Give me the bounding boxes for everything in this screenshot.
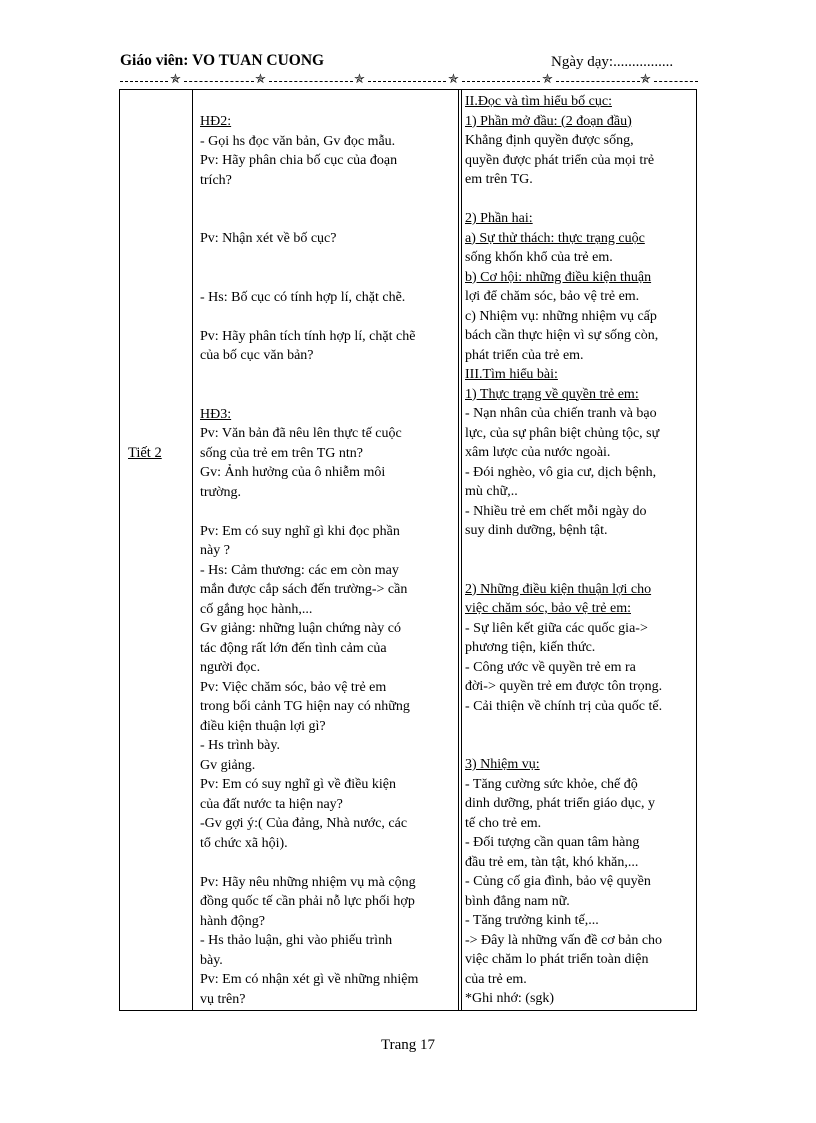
activity-line: - Hs: Bố cục có tính hợp lí, chặt chẽ. [200, 289, 406, 305]
activity-line [200, 385, 452, 405]
content-line: mù chữ,.. [465, 484, 518, 499]
activity-line [200, 268, 452, 288]
activity-line: Pv: Văn bản đã nêu lên thực tế cuộc [200, 426, 402, 441]
activity-line: Pv: Hãy nêu những nhiệm vụ mà cộng [200, 874, 416, 890]
content-line: a) Sự thử thách: thực trạng cuộc [465, 230, 645, 246]
activity-line: HĐ2: [200, 114, 232, 129]
activity-line: điều kiện thuận lợi gì? [200, 718, 326, 734]
activity-line: - Gọi hs đọc văn bản, Gv đọc mẫu. [200, 133, 396, 149]
activity-line: Pv: Việc chăm sóc, bảo vệ trẻ em [200, 679, 387, 695]
activity-line: vụ trên? [200, 991, 246, 1007]
period-label: Tiết 2 [128, 445, 162, 461]
activity-line: tác động rất lớn đến tình cảm của [200, 640, 387, 656]
activity-line: người đọc. [200, 660, 261, 675]
content-line: đời-> quyền trẻ em được tôn trọng. [465, 679, 663, 694]
content-line [465, 560, 697, 580]
activity-line: Gv giảng. [200, 757, 256, 773]
content-line: - Tăng cường sức khỏe, chế độ [465, 776, 638, 792]
content-line: - Củng cố gia đình, bảo vệ quyền [465, 874, 651, 889]
content-line [465, 736, 697, 756]
content-line: em trên TG. [465, 172, 533, 187]
content-line [465, 190, 697, 210]
activity-line: hành động? [200, 913, 265, 929]
content-line: suy dinh dưỡng, bệnh tật. [465, 523, 608, 538]
activity-line: - Hs thảo luận, ghi vào phiếu trình [200, 933, 393, 948]
content-line: bách cần thực hiện vì sự sống còn, [465, 328, 659, 343]
content-line: 1) Phần mở đầu: (2 đoạn đầu) [465, 113, 632, 129]
activity-line: của đất nước ta hiện nay? [200, 796, 343, 812]
activity-line [200, 307, 452, 327]
content-line: b) Cơ hội: những điều kiện thuận [465, 269, 652, 285]
content-line [465, 716, 697, 736]
activity-line: -Gv gợi ý:( Của đảng, Nhà nước, các [200, 816, 408, 831]
content-line: *Ghi nhớ: (sgk) [465, 991, 555, 1006]
activity-line: tổ chức xã hội). [200, 835, 288, 851]
activity-line: cố gắng học hành,... [200, 601, 313, 617]
activity-line: Pv: Em có suy nghĩ gì về điều kiện [200, 777, 396, 792]
content-line: - Đối tượng cần quan tâm hàng [465, 835, 640, 850]
activity-line: Pv: Hãy phân chia bố cục của đoạn [200, 153, 398, 168]
lesson-table [119, 89, 697, 1011]
activity-line [200, 249, 452, 269]
activities-column [200, 112, 452, 1009]
page-number: Trang 17 [380, 1037, 436, 1053]
activity-line: Gv: Ảnh hưởng của ô nhiễm môi [200, 465, 386, 480]
content-line: việc chăm sóc, bảo vệ trẻ em: [465, 601, 631, 616]
activity-line: đồng quốc tế cần phải nỗ lực phối hợp [200, 894, 415, 909]
activity-line: bày. [200, 952, 223, 968]
column-divider [192, 90, 193, 1010]
content-line: - Công ước về quyền trẻ em ra [465, 659, 636, 675]
content-line: - Sự liên kết giữa các quốc gia-> [465, 620, 648, 636]
content-line: bình đẳng nam nữ. [465, 893, 570, 909]
content-line: lực, của sự phân biệt chủng tộc, sự [465, 425, 660, 441]
content-line: II.Đọc và tìm hiểu bố cục: [465, 94, 612, 109]
content-line: III.Tìm hiểu bài: [465, 367, 558, 382]
content-line: lợi để chăm sóc, bảo vệ trẻ em. [465, 289, 640, 304]
activity-line: - Hs: Cảm thương: các em còn may [200, 562, 399, 578]
content-line: xâm lược của nước ngoài. [465, 445, 611, 460]
content-line: tế cho trẻ em. [465, 815, 542, 831]
activity-line [200, 210, 452, 230]
content-line: c) Nhiệm vụ: những nhiệm vụ cấp [465, 308, 657, 324]
activity-line [200, 366, 452, 386]
column-divider [461, 90, 462, 1010]
activity-line: này ? [200, 543, 230, 558]
activity-line: Pv: Hãy phân tích tính hợp lí, chặt chẽ [200, 328, 416, 344]
activity-line: Pv: Nhận xét về bố cục? [200, 231, 337, 246]
activity-line: trích? [200, 172, 232, 188]
column-divider [458, 90, 459, 1010]
activity-line: Pv: Em có suy nghĩ gì khi đọc phần [200, 523, 400, 539]
content-line: đầu trẻ em, tàn tật, khó khăn,... [465, 854, 639, 870]
activity-line [200, 502, 452, 522]
content-line: sống khốn khổ của trẻ em. [465, 250, 613, 265]
activity-line: mắn được cắp sách đến trường-> cần [200, 582, 408, 597]
ornament-divider: ✯ ✯ ✯ ✯ ✯ ✯ [120, 76, 698, 88]
content-line: - Nhiều trẻ em chết mỗi ngày do [465, 503, 647, 519]
teacher-label: Giáo viên: [120, 52, 189, 69]
content-line: - Tăng trưởng kinh tế,... [465, 913, 599, 928]
activity-line: trong bối cảnh TG hiện nay có những [200, 699, 410, 714]
activity-line [200, 190, 452, 210]
content-line: dinh dưỡng, phát triển giáo dục, y [465, 796, 655, 811]
activity-line: Gv giảng: những luận chứng này có [200, 621, 402, 636]
activity-line [200, 853, 452, 873]
content-line: - Cải thiện về chính trị của quốc tế. [465, 698, 663, 714]
content-line: -> Đây là những vấn đề cơ bản cho [465, 932, 663, 948]
activity-line: trường. [200, 484, 242, 500]
activity-line: của bố cục văn bản? [200, 348, 314, 363]
content-line: 2) Những điều kiện thuận lợi cho [465, 581, 652, 597]
activity-line: Pv: Em có nhận xét gì về những nhiệm [200, 972, 419, 987]
content-line: 1) Thực trạng về quyền trẻ em: [465, 386, 639, 402]
content-line: phát triển của trẻ em. [465, 347, 584, 363]
content-line [465, 541, 697, 561]
teacher-name: VO TUAN CUONG [192, 52, 325, 69]
content-line: việc chăm lo phát triển toàn diện [465, 952, 649, 967]
content-line: của trẻ em. [465, 971, 527, 987]
content-line: phương tiện, kiến thức. [465, 640, 596, 655]
teacher-header [120, 52, 324, 70]
activity-line: - Hs trình bày. [200, 738, 280, 753]
content-line: Khẳng định quyền được sống, [465, 133, 634, 148]
date-label: Ngày dạy:................ [551, 54, 674, 70]
activity-line: sống của trẻ em trên TG ntn? [200, 445, 364, 461]
content-line: 3) Nhiệm vụ: [465, 757, 540, 772]
content-line: - Nạn nhân của chiến tranh và bạo [465, 406, 657, 421]
activity-line: HĐ3: [200, 406, 232, 422]
content-column [465, 92, 697, 1009]
content-line: - Đói nghèo, vô gia cư, dịch bệnh, [465, 464, 657, 480]
content-line: quyền được phát triển của mọi trẻ [465, 152, 655, 168]
content-line: 2) Phần hai: [465, 211, 533, 226]
